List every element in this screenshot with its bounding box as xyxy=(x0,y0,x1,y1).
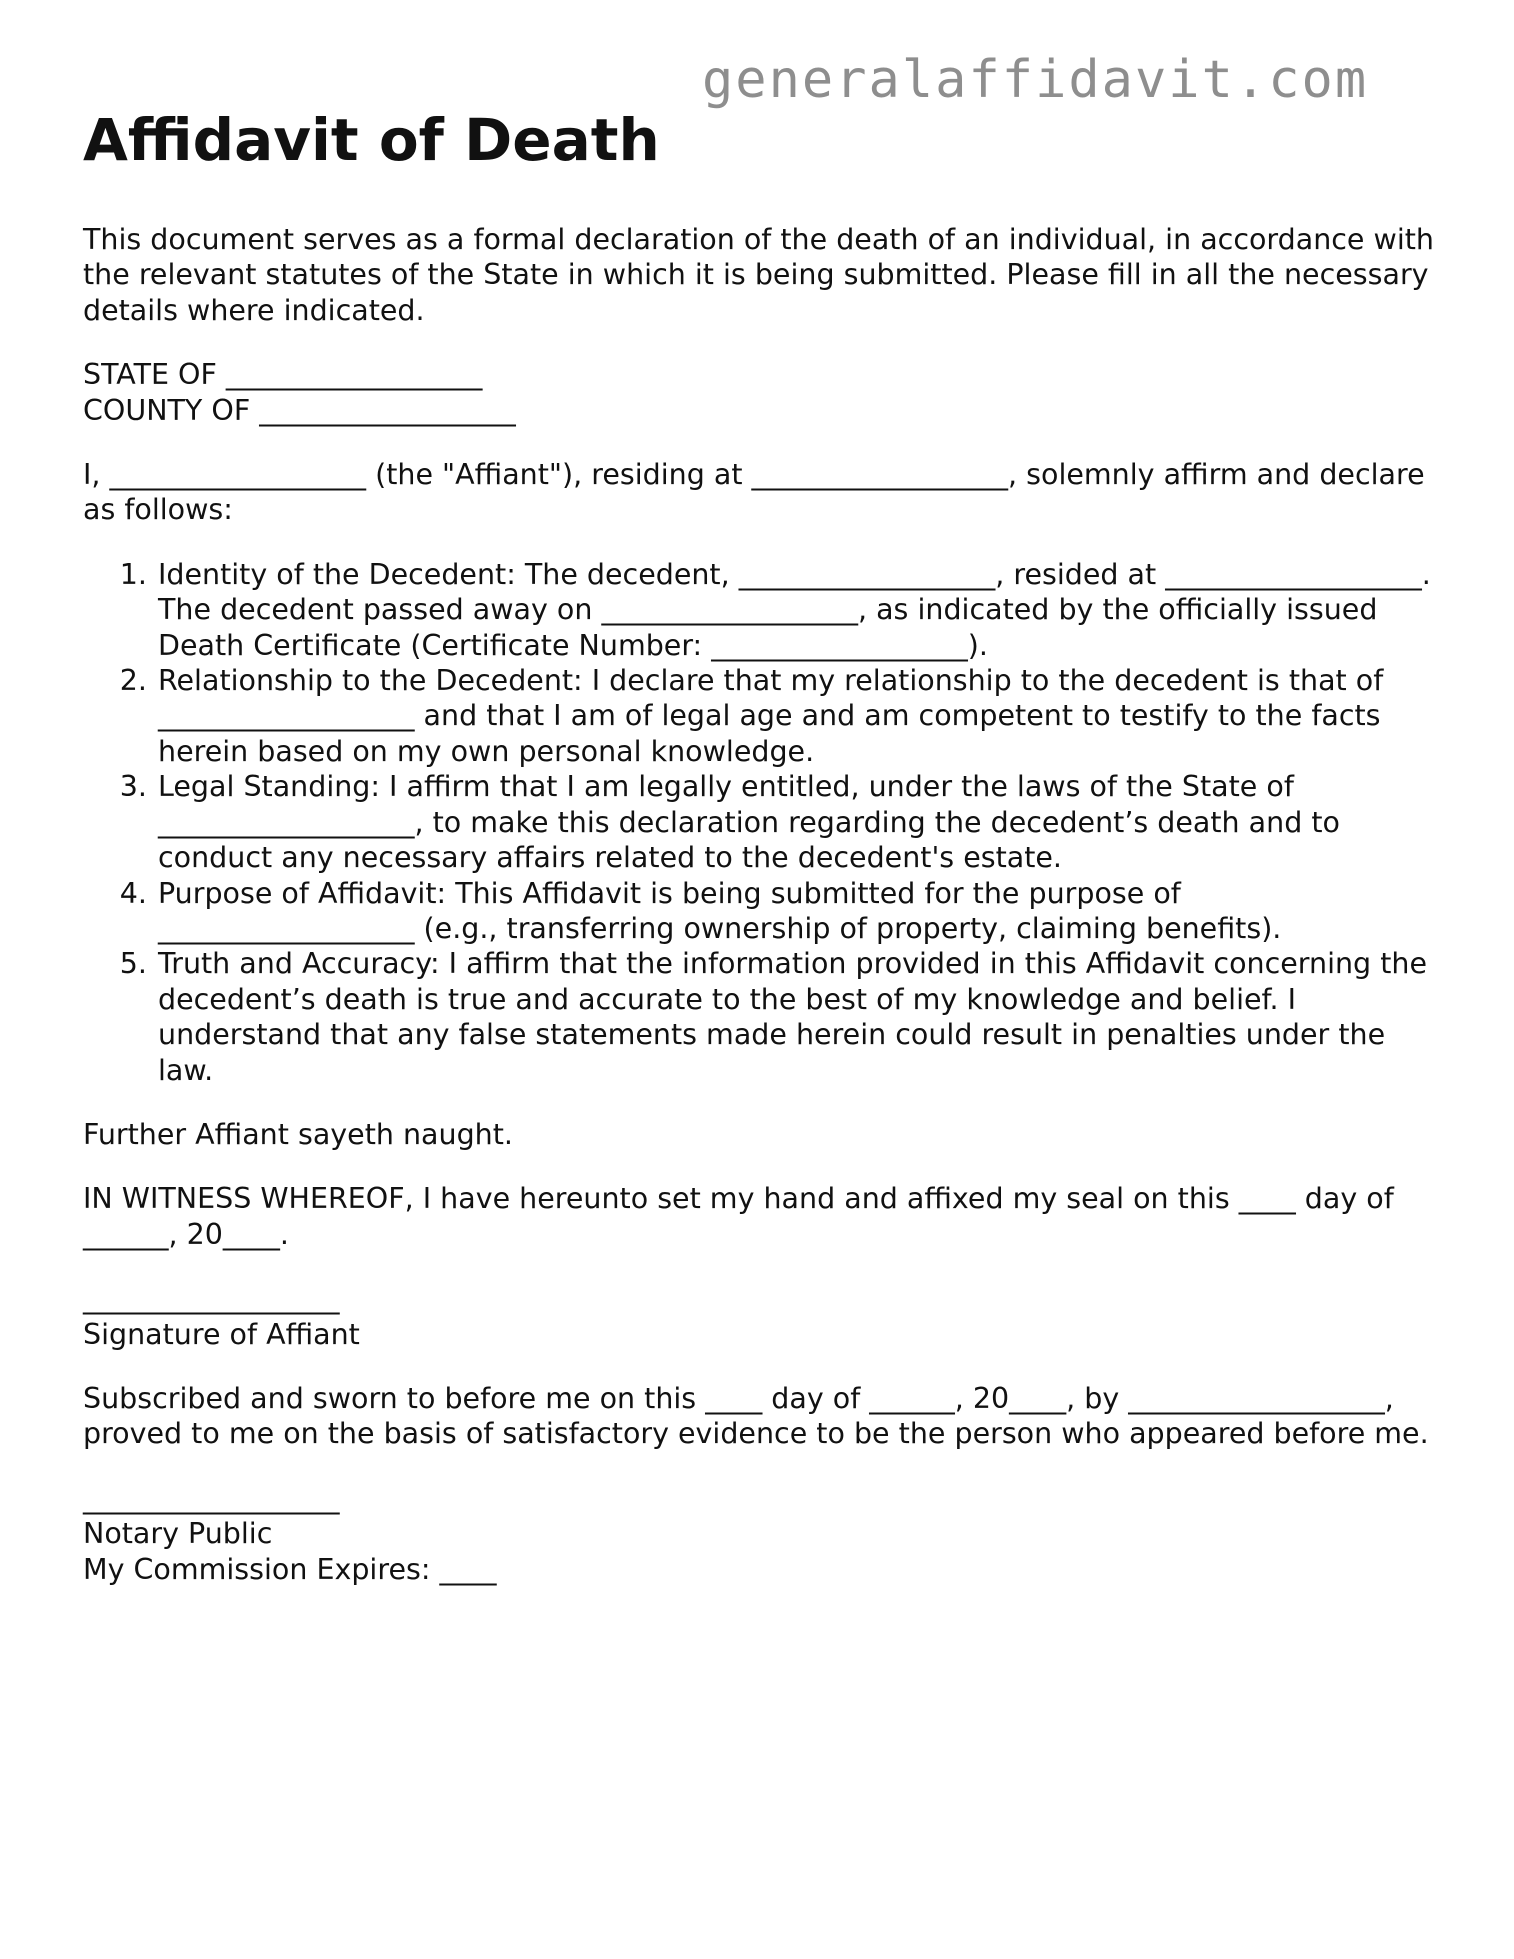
affiant-signature-block xyxy=(83,1281,1443,1352)
county-of-line: COUNTY OF __________________ xyxy=(83,393,516,427)
declaration-truth: 5. Truth and Accuracy: I affirm that the information provided in this Affidavit concerning the decedent’s death is true and accurate to the best of my knowledge and belief. I understand that any false statements made herein could result in penalties under the law. xyxy=(156,946,1443,1088)
affiant-signature-line: __________________ xyxy=(83,1282,340,1316)
notary-public-label: Notary Public xyxy=(83,1517,273,1551)
witness-statement: IN WITNESS WHEREOF, I have hereunto set my hand and affixed my seal on this ____ day of ______, 20____. xyxy=(83,1182,1394,1251)
watermark-url: generalaffidavit.com xyxy=(702,50,1369,110)
affiant-statement: I, __________________ (the "Affiant"), residing at __________________, solemnly affirm and declare as follows: xyxy=(83,458,1425,527)
declaration-identity: 1. Identity of the Decedent: The decedent, __________________, resided at __________________. The decedent passed away on __________________, as indicated by the officially issued Death Certificate (Certificate Number: __________________). xyxy=(156,557,1443,663)
declaration-relationship: 2. Relationship to the Decedent: I declare that my relationship to the decedent is that of __________________ and that I am of legal age and am competent to testify to the facts herein based on my own personal knowledge. xyxy=(156,663,1443,769)
state-of-line: STATE OF __________________ xyxy=(83,358,483,392)
declaration-legal-standing: 3. Legal Standing: I affirm that I am legally entitled, under the laws of the State of __________________, to make this declaration regarding the decedent’s death and to conduct any necessary affairs related to the decedent's estate. xyxy=(156,769,1443,875)
declarations-list xyxy=(83,557,1443,1088)
document-title: Affidavit of Death xyxy=(83,106,660,174)
notary-signature-line: __________________ xyxy=(83,1481,340,1515)
notary-signature-block xyxy=(83,1481,1443,1587)
intro-paragraph: This document serves as a formal declaration of the death of an individual, in accordance with the relevant statutes of the State in which it is being submitted. Please fill in all the necessary details where indicated. xyxy=(83,223,1434,327)
notary-statement: Subscribed and sworn to before me on this ____ day of ______, 20____, by __________________, proved to me on the basis of satisfactory evidence to be the person who appeared before me. xyxy=(83,1381,1429,1451)
closing-statement: Further Affiant sayeth naught. xyxy=(83,1117,513,1151)
commission-expires-line: My Commission Expires: ____ xyxy=(83,1552,497,1586)
venue-block xyxy=(83,357,1443,428)
affidavit-document xyxy=(83,100,1443,1587)
affiant-signature-label: Signature of Affiant xyxy=(83,1317,360,1351)
declaration-purpose: 4. Purpose of Affidavit: This Affidavit is being submitted for the purpose of __________________ (e.g., transferring ownership of property, claiming benefits). xyxy=(156,876,1443,947)
